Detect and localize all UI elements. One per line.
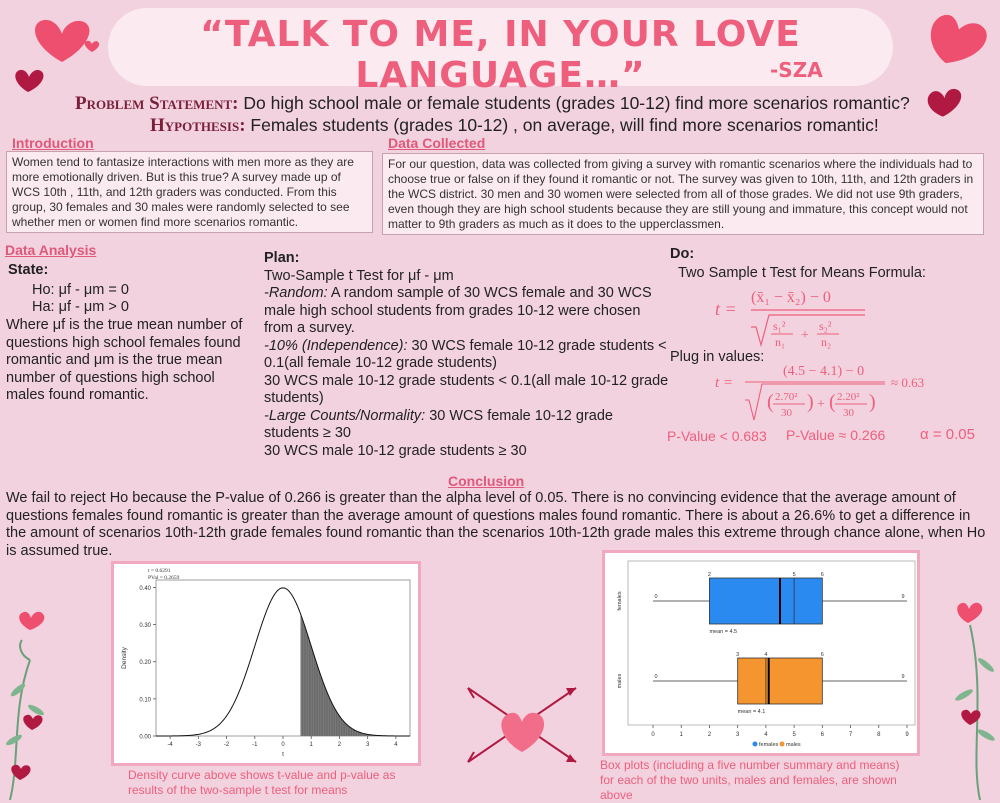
five-number-label: 9 <box>901 594 905 600</box>
x-tick-label: 0 <box>281 742 285 748</box>
y-tick-label: 0.40 <box>139 585 151 592</box>
independence-text-1: 30 WCS female 10-12 grade students < 0.1(all female 10-12 grade students) <box>264 337 667 371</box>
t-annotation: t = 0.6291 <box>148 568 171 574</box>
svg-text:): ) <box>869 391 876 413</box>
legend-swatch-males <box>780 742 785 747</box>
svg-text:(: ( <box>767 391 774 413</box>
plot-area <box>156 580 410 736</box>
boxplot-caption: Box plots (including a five number summary and means) for each of the two units, males and females, are shown above <box>600 758 900 802</box>
svg-text:2.20²: 2.20² <box>837 391 860 403</box>
five-number-label: 2 <box>707 572 711 578</box>
svg-text:n₁: n₁ <box>775 335 786 349</box>
plan-random <box>264 285 669 338</box>
five-number-label: 5 <box>792 572 796 578</box>
heart-icon <box>85 41 99 52</box>
problem-statement-text: Do high school male or female students (grades 10-12) find more scenarios romantic? <box>243 93 910 113</box>
svg-text:30: 30 <box>843 407 854 419</box>
heart-icon <box>15 70 43 92</box>
legend-label-females: females <box>759 742 779 748</box>
plan-normality <box>264 408 669 443</box>
y-tick-label: 0.10 <box>139 697 151 704</box>
t-approx: ≈ 0.63 <box>891 375 925 390</box>
random-label: -Random: <box>264 285 328 301</box>
category-label: females <box>617 591 623 611</box>
heart-icon <box>924 12 990 72</box>
five-number-label: 0 <box>654 594 658 600</box>
five-number-label: 6 <box>820 652 824 658</box>
introduction-heading: Introduction <box>12 135 94 151</box>
y-tick-label: 0.20 <box>139 660 151 667</box>
x-tick-label: 1 <box>309 742 313 748</box>
svg-text:(x̄₁ − x̄₂) − 0: (x̄₁ − x̄₂) − 0 <box>751 289 831 306</box>
x-tick-label: 8 <box>877 732 881 738</box>
boxplot-frame <box>602 550 920 756</box>
x-tick-label: 4 <box>394 742 398 748</box>
svg-text:+: + <box>817 397 825 412</box>
heart-icon <box>957 603 982 623</box>
svg-text:(4.5 − 4.1) − 0: (4.5 − 4.1) − 0 <box>783 364 865 379</box>
y-axis-label: Density <box>121 647 128 669</box>
density-caption: Density curve above shows t-value and p-value as results of the two-sample t test for means <box>128 768 396 797</box>
x-tick-label: 5 <box>792 732 796 738</box>
t-formula <box>715 282 905 352</box>
plugged-formula <box>715 360 955 425</box>
x-tick-label: 7 <box>848 732 853 738</box>
normality-text-2: 30 WCS male 10-12 grade students ≥ 30 <box>264 442 527 459</box>
state-label: State: <box>8 262 49 278</box>
independence-text-2: 30 WCS male 10-12 grade students < 0.1(all male 10-12 grade students) <box>264 372 669 406</box>
five-number-label: 9 <box>901 674 905 680</box>
x-tick-label: 3 <box>365 742 370 748</box>
svg-text:n₂: n₂ <box>821 335 832 349</box>
box-females <box>709 578 822 624</box>
x-tick-label: 2 <box>707 732 712 738</box>
p-annotation: PVal = 0.2659 <box>148 575 180 581</box>
svg-text:t =: t = <box>715 299 737 319</box>
svg-text:+: + <box>801 328 809 343</box>
decor-arrow-heart <box>462 680 582 770</box>
null-hypothesis: Ho: μf - μm = 0 <box>32 282 129 298</box>
x-tick-label: -4 <box>167 742 173 748</box>
five-number-label: 3 <box>736 652 740 658</box>
x-tick-label: 0 <box>651 732 655 738</box>
svg-text:2.70²: 2.70² <box>775 391 798 403</box>
five-number-label: 0 <box>654 674 658 680</box>
plug-in-label: Plug in values: <box>670 349 765 365</box>
hypothesis <box>150 115 970 137</box>
hypothesis-label: Hypothesis: <box>150 115 246 136</box>
legend-label-males: males <box>786 742 801 748</box>
conclusion-text: We fail to reject Ho because the P-value of 0.266 is greater than the alpha level of 0.05. There is no convincing evidence that the average amount of questions females found romantic is greater than the average amount of questions males found romantic. There is about a 26.6% to get a difference in the amount of scenarios 10th-12th grade females found romantic than the scenarios 10th-12th grade males this extreme through chance alone, when Ho is assumed true. <box>6 490 986 559</box>
data-collected-box: For our question, data was collected from giving a survey with romantic scenarios where the individuals had to choose true or false on if they found it romantic or not. The survey was given to 10th, 11th, and 12th graders in the WCS district. 30 men and 30 women were selected from all of those grades. We did not use 9th graders, even though they are high school students because they are still young and immature, this concept would not matter to 9th graders as much as it does to the upperclassmen. <box>382 153 984 235</box>
pvalue-bound: P-Value < 0.683 <box>667 428 767 444</box>
plan-section <box>264 250 669 460</box>
plan-independence <box>264 338 669 373</box>
plan-label: Plan: <box>264 250 300 266</box>
problem-statement-label: Problem Statement: <box>75 93 239 114</box>
do-label: Do: <box>670 246 695 262</box>
y-tick-label: 0.00 <box>139 734 151 741</box>
plan-test: Two-Sample t Test for μf - μm <box>264 267 454 284</box>
density-chart-frame <box>111 561 421 766</box>
heart-icon <box>19 612 44 630</box>
hypothesis-text: Females students (grades 10-12) , on average, will find more scenarios romantic! <box>250 115 879 135</box>
data-analysis-heading: Data Analysis <box>5 242 97 258</box>
pvalue-region <box>301 614 410 736</box>
svg-text:): ) <box>807 391 814 413</box>
svg-text:s₂²: s₂² <box>819 319 832 333</box>
x-tick-label: -3 <box>195 742 202 748</box>
x-tick-label: 4 <box>764 732 768 738</box>
density-chart <box>114 564 418 763</box>
x-tick-label: 2 <box>337 742 342 748</box>
data-collected-heading: Data Collected <box>388 135 486 151</box>
independence-label: -10% (Independence): <box>264 337 408 354</box>
box-plot-chart <box>605 553 917 753</box>
x-tick-label: -1 <box>252 742 258 748</box>
svg-text:(: ( <box>829 391 836 413</box>
mean-label: mean = 4.1 <box>737 709 766 715</box>
svg-text:t =: t = <box>715 375 734 391</box>
introduction-box: Women tend to fantasize interactions with men more as they are more emotionally driven. But is this true? A survey made up of WCS 10th , 11th, and 12th graders was conducted. From this group, 30 females and 30 males were randomly selected to see whether men or women find more scenarios romantic. <box>6 151 373 233</box>
svg-text:s₁²: s₁² <box>773 319 786 333</box>
density-curve <box>156 588 410 736</box>
svg-text:30: 30 <box>781 407 792 419</box>
five-number-label: 4 <box>764 652 768 658</box>
hypothesis-definition: Where μf is the true mean number of questions high school females found romantic and μm is the true mean number of questions high school males found romantic. <box>6 317 243 403</box>
x-tick-label: -2 <box>223 742 230 748</box>
box-males <box>738 658 823 704</box>
category-label: males <box>617 673 623 689</box>
alt-hypothesis: Ha: μf - μm > 0 <box>32 299 129 315</box>
mean-label: mean = 4.5 <box>709 629 738 635</box>
x-tick-label: 9 <box>905 732 909 738</box>
x-tick-label: 1 <box>679 732 683 738</box>
conclusion-heading: Conclusion <box>448 473 525 489</box>
pvalue-approx: P-Value ≈ 0.266 <box>786 427 886 443</box>
problem-statement <box>75 93 975 115</box>
heart-icon <box>35 20 89 62</box>
y-tick-label: 0.30 <box>139 623 151 630</box>
legend-swatch-females <box>753 742 758 747</box>
five-number-label: 6 <box>820 572 824 578</box>
formula-title: Two Sample t Test for Means Formula: <box>678 265 926 281</box>
x-tick-label: 6 <box>820 732 825 738</box>
x-axis-label: t <box>282 751 284 758</box>
normality-label: -Large Counts/Normality: <box>264 407 426 424</box>
random-text: A random sample of 30 WCS female and 30 WCS male high school students from grades 10-12 were chosen from a survey. <box>264 285 652 336</box>
heart-icon <box>23 715 42 730</box>
alpha-level: α = 0.05 <box>920 426 975 443</box>
title-attribution: -SZA <box>770 58 823 82</box>
normality-text-1: 30 WCS female 10-12 grade students ≥ 30 <box>264 407 613 441</box>
x-tick-label: 3 <box>735 732 740 738</box>
decor-flowers-left <box>0 600 110 800</box>
page-title: “TALK TO ME, IN YOUR LOVE LANGUAGE…” <box>200 14 801 96</box>
heart-icon <box>501 713 544 752</box>
